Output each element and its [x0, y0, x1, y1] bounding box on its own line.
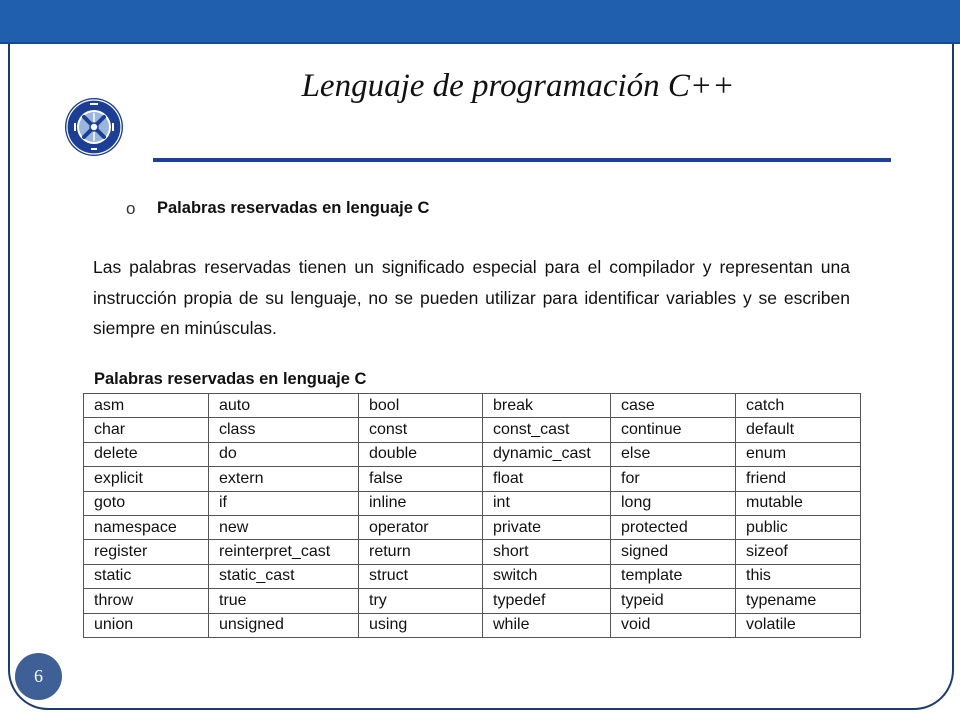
keyword-cell: explicit — [84, 467, 209, 491]
table-row — [84, 442, 861, 466]
table-row — [84, 540, 861, 564]
top-banner-bar — [0, 0, 960, 44]
keyword-cell: do — [209, 442, 359, 466]
keyword-cell: asm — [84, 394, 209, 418]
keyword-cell: mutable — [736, 491, 861, 515]
page-number-badge: 6 — [15, 653, 62, 700]
keyword-cell: catch — [736, 394, 861, 418]
keyword-cell: for — [611, 467, 736, 491]
keyword-cell: false — [359, 467, 483, 491]
keyword-cell: this — [736, 564, 861, 588]
keyword-cell: volatile — [736, 613, 861, 637]
keyword-cell: const — [359, 418, 483, 442]
table-row — [84, 564, 861, 588]
keyword-cell: class — [209, 418, 359, 442]
keyword-cell: dynamic_cast — [483, 442, 611, 466]
keyword-cell: typename — [736, 589, 861, 613]
keyword-cell: try — [359, 589, 483, 613]
keyword-cell: break — [483, 394, 611, 418]
keyword-cell: case — [611, 394, 736, 418]
keyword-cell: float — [483, 467, 611, 491]
keyword-cell: public — [736, 515, 861, 539]
keyword-cell: namespace — [84, 515, 209, 539]
table-row — [84, 467, 861, 491]
keyword-cell: using — [359, 613, 483, 637]
keyword-cell: default — [736, 418, 861, 442]
reserved-words-table — [83, 393, 861, 638]
keyword-cell: long — [611, 491, 736, 515]
title-underline — [153, 158, 891, 162]
keyword-cell: operator — [359, 515, 483, 539]
keyword-cell: return — [359, 540, 483, 564]
keyword-cell: char — [84, 418, 209, 442]
keyword-cell: inline — [359, 491, 483, 515]
keyword-cell: struct — [359, 564, 483, 588]
description-paragraph: Las palabras reservadas tienen un significado especial para el compilador y representan una instrucción propia de su lenguaje, no se pueden utilizar para identificar variables y se escriben siempre en minúsculas. — [93, 257, 850, 338]
keyword-cell: register — [84, 540, 209, 564]
keyword-cell: continue — [611, 418, 736, 442]
keyword-cell: double — [359, 442, 483, 466]
keyword-cell: template — [611, 564, 736, 588]
keyword-cell: protected — [611, 515, 736, 539]
table-row — [84, 613, 861, 637]
keyword-cell: goto — [84, 491, 209, 515]
keyword-cell: auto — [209, 394, 359, 418]
section-heading: Palabras reservadas en lenguaje C — [157, 199, 430, 217]
table-row — [84, 394, 861, 418]
university-seal-icon — [64, 97, 124, 157]
slide-title: Lenguaje de programación C++ — [301, 68, 735, 104]
keyword-cell: private — [483, 515, 611, 539]
table-row — [84, 491, 861, 515]
keyword-cell: delete — [84, 442, 209, 466]
keyword-cell: signed — [611, 540, 736, 564]
keyword-cell: switch — [483, 564, 611, 588]
table-row — [84, 515, 861, 539]
keyword-cell: throw — [84, 589, 209, 613]
bullet-marker: o — [126, 199, 136, 218]
keyword-cell: static_cast — [209, 564, 359, 588]
keyword-cell: void — [611, 613, 736, 637]
keyword-cell: sizeof — [736, 540, 861, 564]
keyword-cell: bool — [359, 394, 483, 418]
keyword-cell: static — [84, 564, 209, 588]
keyword-cell: reinterpret_cast — [209, 540, 359, 564]
keyword-cell: while — [483, 613, 611, 637]
keyword-cell: typedef — [483, 589, 611, 613]
keyword-cell: true — [209, 589, 359, 613]
table-row — [84, 418, 861, 442]
keyword-cell: short — [483, 540, 611, 564]
keyword-cell: enum — [736, 442, 861, 466]
keyword-cell: union — [84, 613, 209, 637]
keyword-cell: extern — [209, 467, 359, 491]
keyword-cell: friend — [736, 467, 861, 491]
keyword-cell: typeid — [611, 589, 736, 613]
keyword-cell: unsigned — [209, 613, 359, 637]
table-caption: Palabras reservadas en lenguaje C — [94, 370, 367, 388]
table-row — [84, 589, 861, 613]
keyword-cell: if — [209, 491, 359, 515]
keyword-cell: else — [611, 442, 736, 466]
keyword-cell: new — [209, 515, 359, 539]
keyword-cell: int — [483, 491, 611, 515]
keyword-cell: const_cast — [483, 418, 611, 442]
